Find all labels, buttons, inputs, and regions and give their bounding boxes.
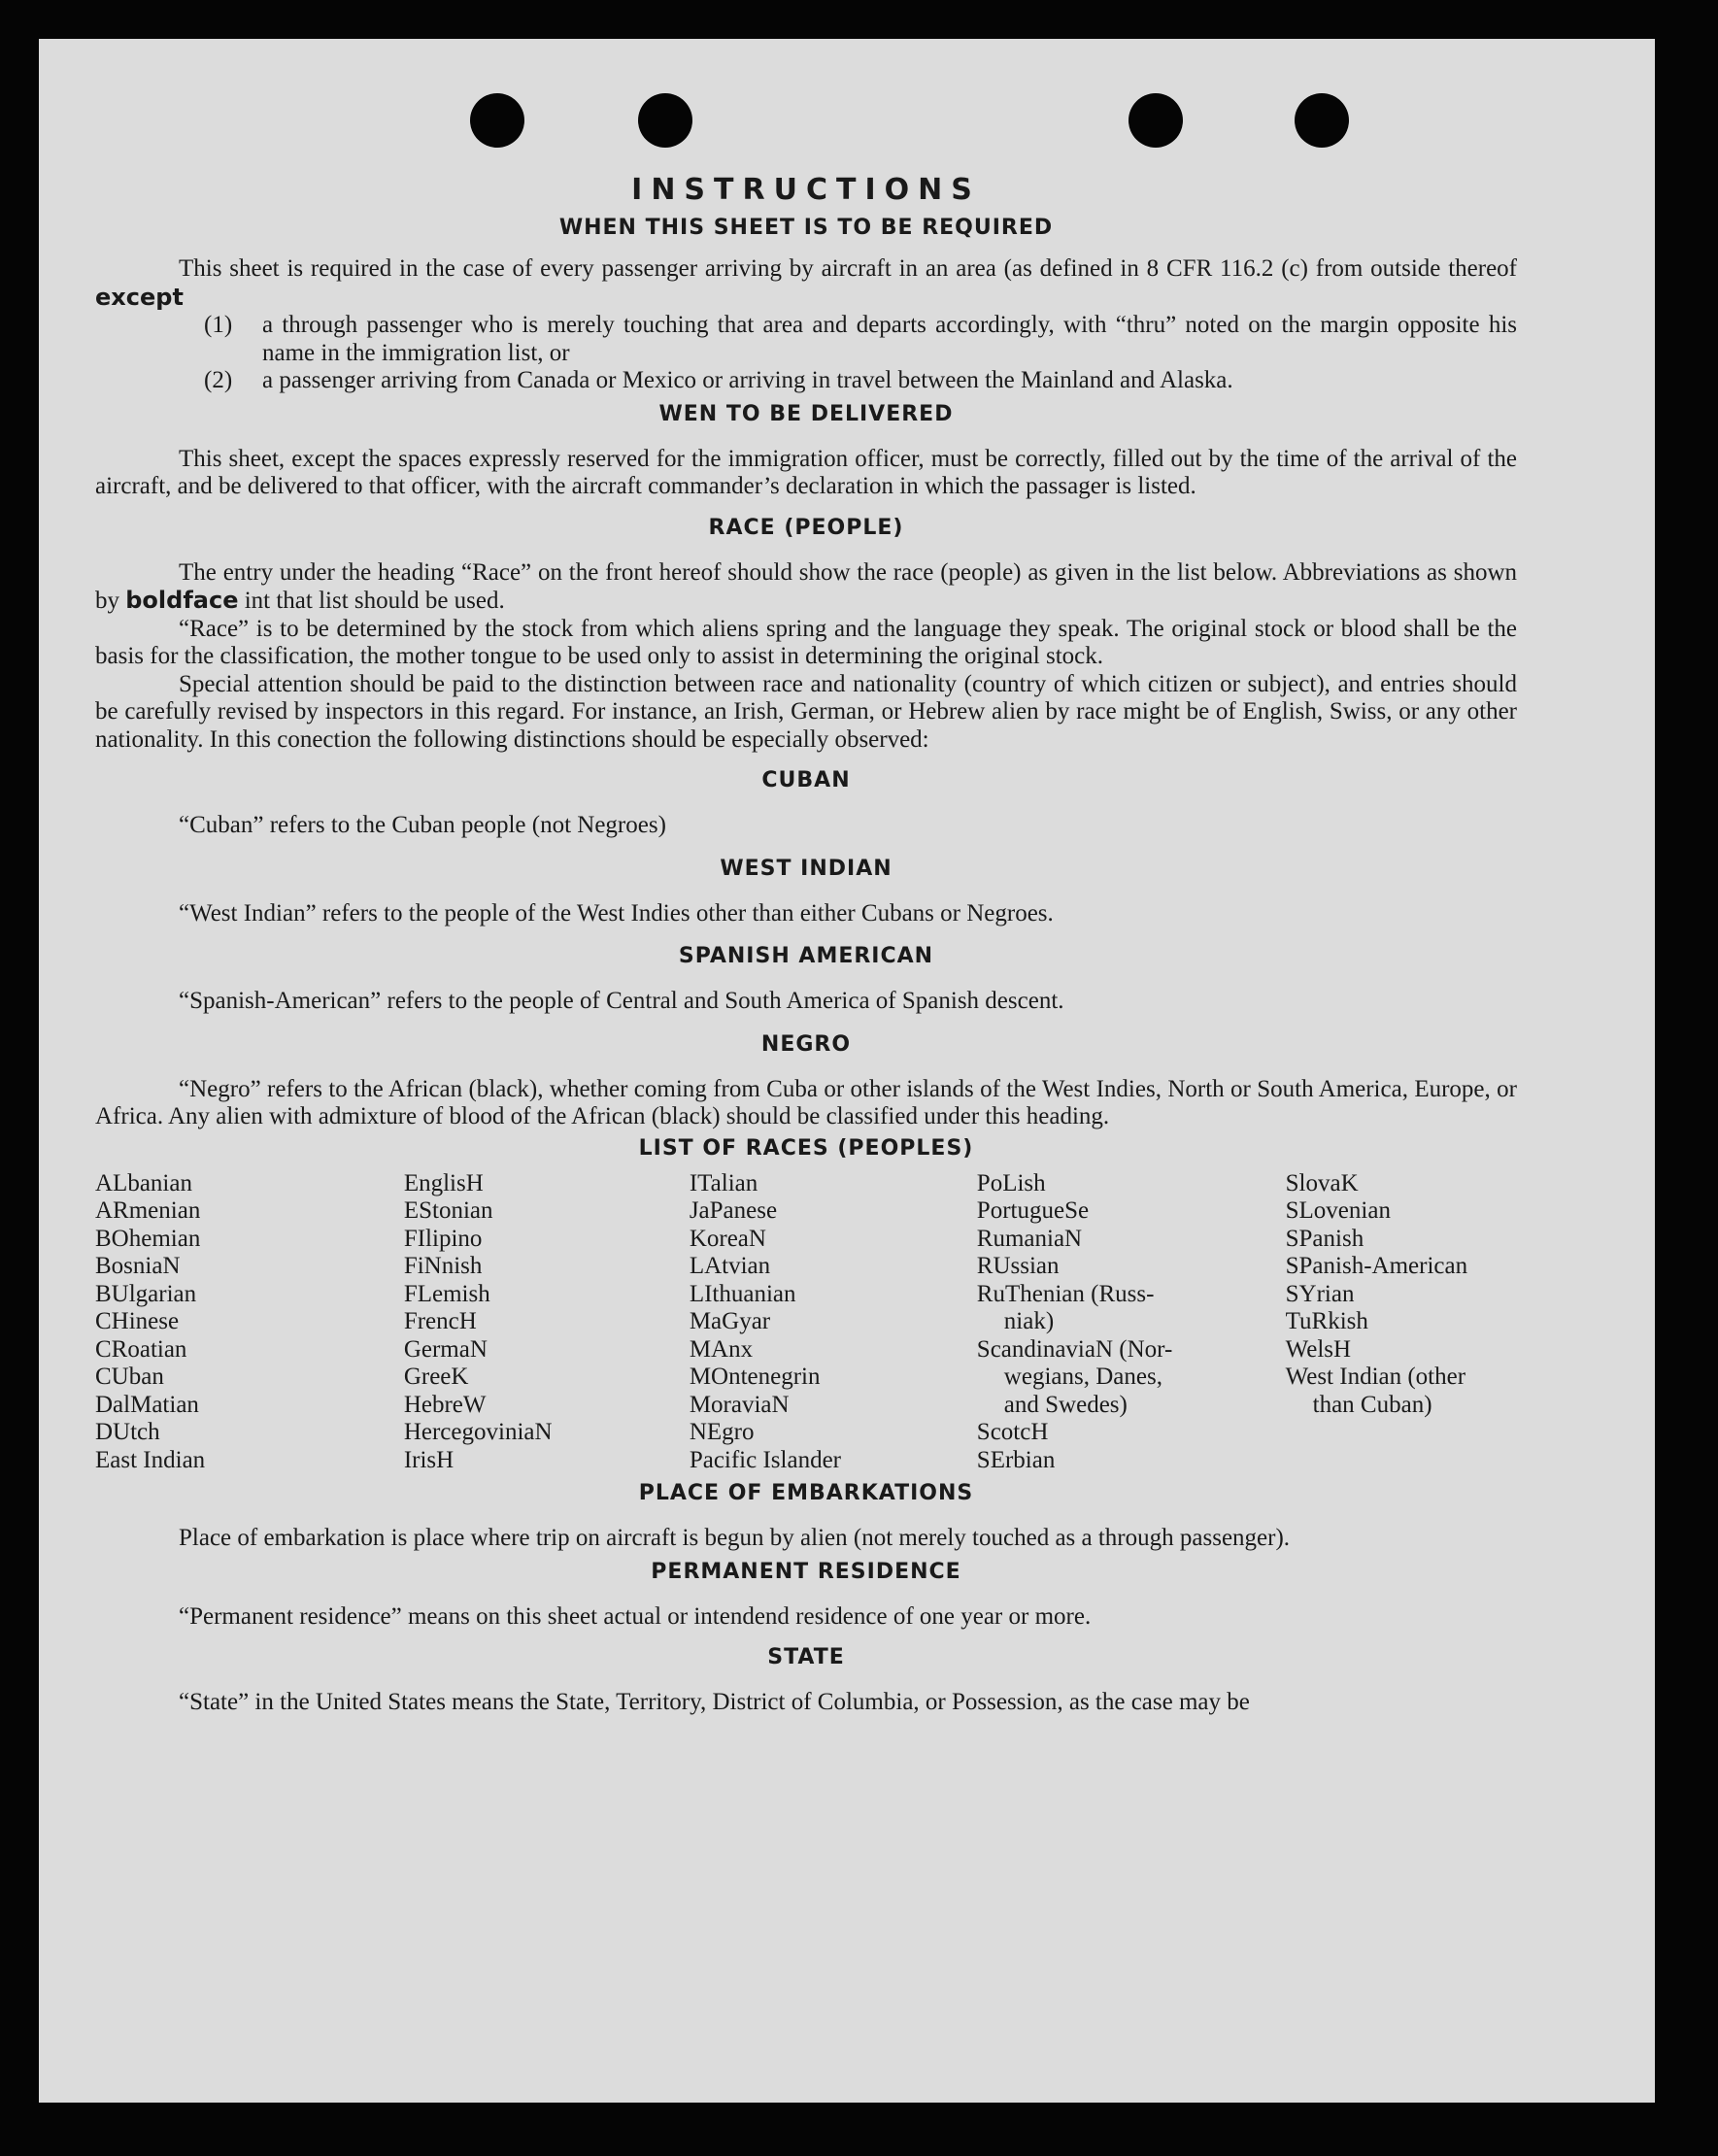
- race-paragraph: “Race” is to be determined by the stock from which aliens spring and the language they speak. The original stock or blood shall be the basis for the classification, the mother tongue to be used only to assist in determining the original stock.: [95, 615, 1517, 669]
- punch-hole: [1295, 93, 1349, 148]
- page-title: INSTRUCTIONS: [631, 173, 981, 207]
- race-entry: SPanish: [1285, 1225, 1364, 1252]
- race-entry: DUtch: [95, 1419, 160, 1445]
- race-entry: MOntenegrin: [689, 1364, 821, 1390]
- race-entry: MoraviaN: [689, 1391, 790, 1418]
- race-entry: PoLish: [976, 1169, 1046, 1196]
- heading-when-required: WHEN THIS SHEET IS TO BE REQUIRED: [558, 216, 1054, 240]
- race-entry: SLovenian: [1285, 1197, 1391, 1224]
- heading-race: RACE (PEOPLE): [708, 515, 904, 540]
- race-entry: ScotcH: [976, 1419, 1049, 1445]
- race-paragraph: Special attention should be paid to the distinction between race and nationality (country of which citizen or subject), and entries should be carefully revised by inspectors in this regard. For instance, an Irish, German, or Hebrew alien by race might be of English, Swiss, or any other nationality. In this conection the following distinctions should be especially observed:: [95, 670, 1517, 753]
- embarkation-text: Place of embarkation is place where trip on aircraft is begun by alien (not merely touched as a through passenger).: [179, 1525, 1291, 1551]
- punch-hole: [470, 93, 524, 148]
- state-text: “State” in the United States means the State, Territory, District of Columbia, or Possession, as the case may be: [179, 1689, 1250, 1715]
- race-entry: ALbanian: [95, 1169, 192, 1196]
- permanent-residence-text: “Permanent residence” means on this sheet actual or intendend residence of one year or more.: [179, 1602, 1092, 1630]
- race-entry: BosniaN: [95, 1253, 181, 1279]
- race-entry: RuThenian (Russ-: [976, 1280, 1155, 1307]
- race-entry: IrisH: [403, 1446, 455, 1473]
- document-page: [39, 39, 1655, 2103]
- race-entry: DalMatian: [95, 1391, 199, 1418]
- race-entry: FiNnish: [403, 1253, 483, 1279]
- race-entry: niak): [1003, 1308, 1055, 1334]
- heading-when-delivered: WEN TO BE DELIVERED: [658, 401, 954, 426]
- race-entry: SErbian: [976, 1446, 1056, 1473]
- races-column: [977, 1170, 1286, 1475]
- race-entry: SlovaK: [1285, 1169, 1359, 1196]
- punch-hole: [1128, 93, 1183, 148]
- race-entry: JaPanese: [689, 1197, 778, 1224]
- race-entry: KoreaN: [689, 1225, 766, 1252]
- when-required-intro: This sheet is required in the case of every passenger arriving by aircraft in an area (as defined in 8 CFR 116.2 (c) from outside thereof except: [95, 255, 1517, 311]
- heading-permanent-residence: PERMANENT RESIDENCE: [651, 1559, 961, 1584]
- heading-cuban: CUBAN: [761, 768, 851, 792]
- races-column: [690, 1170, 977, 1475]
- race-entry: East Indian: [95, 1446, 206, 1473]
- race-entry: LIthuanian: [689, 1280, 796, 1307]
- spanish-american-text: “Spanish-American” refers to the people of Central and South America of Spanish descent.: [179, 988, 1064, 1014]
- race-entry: GermaN: [403, 1335, 488, 1363]
- race-entry: MaGyar: [689, 1308, 771, 1334]
- race-entry: MAnx: [689, 1335, 754, 1363]
- race-entry: TuRkish: [1285, 1308, 1368, 1334]
- race-entry: LAtvian: [689, 1253, 771, 1279]
- race-entry: FrencH: [403, 1308, 477, 1334]
- races-column: [1286, 1170, 1517, 1475]
- race-entry: ITalian: [689, 1169, 758, 1196]
- heading-list-of-races: LIST OF RACES (PEOPLES): [638, 1135, 974, 1161]
- race-entry: GreeK: [403, 1364, 469, 1390]
- heading-embarkation: PLACE OF EMBARKATIONS: [638, 1481, 974, 1505]
- cuban-text: “Cuban” refers to the Cuban people (not Negroes): [179, 812, 666, 838]
- race-entry: Pacific Islander: [689, 1446, 841, 1473]
- race-entry: FIlipino: [403, 1225, 483, 1252]
- race-entry: and Swedes): [1003, 1391, 1128, 1418]
- race-entry: ScandinaviaN (Nor-: [976, 1335, 1173, 1363]
- exception-item: (1) a through passenger who is merely touching that area and departs accordingly, with “thru” noted on the margin opposite his name in the immigration list, or: [204, 312, 1517, 366]
- west-indian-text: “West Indian” refers to the people of the West Indies other than either Cubans or Negroes.: [179, 899, 1054, 926]
- race-entry: PortugueSe: [976, 1197, 1090, 1224]
- heading-spanish-american: SPANISH AMERICAN: [678, 944, 934, 968]
- race-entry: WelsH: [1285, 1335, 1352, 1363]
- heading-state: STATE: [767, 1645, 845, 1669]
- when-delivered-text: This sheet, except the spaces expressly reserved for the immigration officer, must be correctly, filled out by the time of the arrival of the aircraft, and be delivered to that officer, with the aircraft commander’s declaration in which the passager is listed.: [95, 445, 1517, 499]
- heading-west-indian: WEST INDIAN: [720, 856, 893, 881]
- race-entry: RumaniaN: [976, 1225, 1083, 1252]
- race-entry: BUlgarian: [95, 1280, 197, 1307]
- race-entry: FLemish: [403, 1280, 490, 1307]
- exception-item: (2) a passenger arriving from Canada or Mexico or arriving in travel between the Mainland and Alaska.: [204, 367, 1233, 393]
- race-entry: than Cuban): [1312, 1391, 1432, 1418]
- race-entry: CRoatian: [95, 1335, 187, 1363]
- race-entry: CHinese: [95, 1308, 180, 1334]
- races-column: [95, 1170, 404, 1475]
- race-entry: SYrian: [1285, 1280, 1355, 1307]
- negro-text: “Negro” refers to the African (black), whether coming from Cuba or other islands of the West Indies, North or South America, Europe, or Africa. Any alien with admixture of blood of the African (black) should be classified under this heading.: [95, 1075, 1517, 1129]
- race-entry: EStonian: [403, 1197, 493, 1224]
- races-column: [404, 1170, 690, 1475]
- race-entry: NEgro: [689, 1419, 755, 1445]
- race-entry: HercegoviniaN: [403, 1419, 553, 1445]
- punch-hole: [638, 93, 692, 148]
- race-entry: BOhemian: [95, 1225, 201, 1252]
- races-list: [95, 1170, 1517, 1475]
- race-entry: ARmenian: [95, 1197, 201, 1224]
- race-entry: RUssian: [976, 1253, 1060, 1279]
- race-entry: SPanish-American: [1285, 1253, 1468, 1279]
- heading-negro: NEGRO: [760, 1031, 852, 1057]
- race-entry: West Indian (other: [1285, 1364, 1466, 1390]
- race-entry: wegians, Danes,: [1003, 1364, 1162, 1390]
- race-paragraph: The entry under the heading “Race” on the front hereof should show the race (people) as given in the list below. Abbreviations as shown by boldface int that list should be used.: [95, 558, 1517, 614]
- race-entry: HebreW: [403, 1391, 487, 1418]
- race-entry: EnglisH: [403, 1169, 484, 1196]
- race-entry: CUban: [95, 1364, 164, 1390]
